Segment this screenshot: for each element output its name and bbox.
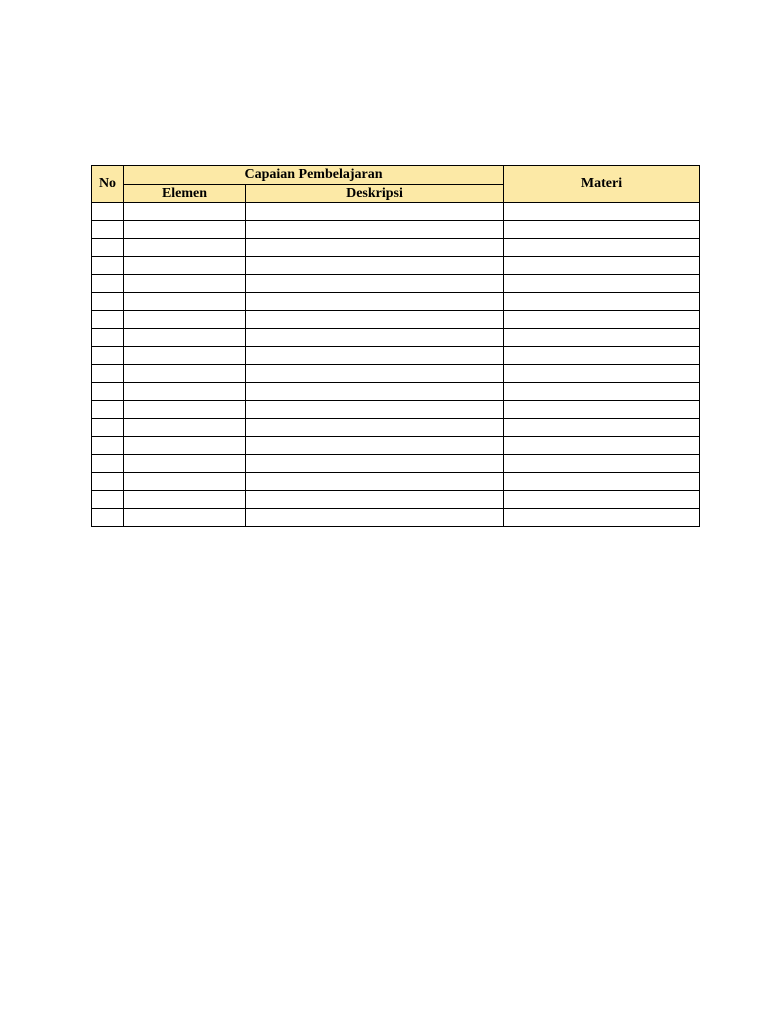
cell-materi[interactable]: [504, 257, 700, 275]
table-row: [92, 437, 700, 455]
cell-no[interactable]: [92, 419, 124, 437]
header-row-top: [92, 166, 700, 185]
cell-deskripsi[interactable]: [246, 311, 504, 329]
header-elemen: Elemen: [124, 185, 246, 203]
cell-no[interactable]: [92, 437, 124, 455]
cell-no[interactable]: [92, 311, 124, 329]
table-row: [92, 455, 700, 473]
table-body: [92, 203, 700, 527]
cell-materi[interactable]: [504, 455, 700, 473]
cell-materi[interactable]: [504, 203, 700, 221]
cell-materi[interactable]: [504, 509, 700, 527]
cell-materi[interactable]: [504, 221, 700, 239]
table-row: [92, 293, 700, 311]
cell-materi[interactable]: [504, 347, 700, 365]
cell-no[interactable]: [92, 275, 124, 293]
cell-no[interactable]: [92, 509, 124, 527]
table-row: [92, 311, 700, 329]
cell-deskripsi[interactable]: [246, 275, 504, 293]
cell-no[interactable]: [92, 455, 124, 473]
cell-elemen[interactable]: [124, 509, 246, 527]
cell-no[interactable]: [92, 347, 124, 365]
cell-elemen[interactable]: [124, 419, 246, 437]
table-header: [92, 166, 700, 203]
cell-deskripsi[interactable]: [246, 509, 504, 527]
cell-materi[interactable]: [504, 311, 700, 329]
table-row: [92, 203, 700, 221]
table-row: [92, 401, 700, 419]
cell-materi[interactable]: [504, 293, 700, 311]
cell-deskripsi[interactable]: [246, 257, 504, 275]
cell-no[interactable]: [92, 473, 124, 491]
cell-deskripsi[interactable]: [246, 347, 504, 365]
cell-elemen[interactable]: [124, 203, 246, 221]
cell-elemen[interactable]: [124, 257, 246, 275]
cell-elemen[interactable]: [124, 239, 246, 257]
table-row: [92, 509, 700, 527]
header-no: No: [92, 166, 124, 203]
cell-elemen[interactable]: [124, 221, 246, 239]
cell-no[interactable]: [92, 365, 124, 383]
cell-elemen[interactable]: [124, 491, 246, 509]
cell-elemen[interactable]: [124, 275, 246, 293]
table-row: [92, 221, 700, 239]
cell-no[interactable]: [92, 221, 124, 239]
cell-deskripsi[interactable]: [246, 383, 504, 401]
cell-deskripsi[interactable]: [246, 203, 504, 221]
cell-deskripsi[interactable]: [246, 293, 504, 311]
cell-materi[interactable]: [504, 473, 700, 491]
cell-materi[interactable]: [504, 329, 700, 347]
cell-elemen[interactable]: [124, 293, 246, 311]
cell-no[interactable]: [92, 239, 124, 257]
cell-materi[interactable]: [504, 401, 700, 419]
table-row: [92, 257, 700, 275]
cell-deskripsi[interactable]: [246, 455, 504, 473]
table-row: [92, 419, 700, 437]
cell-deskripsi[interactable]: [246, 491, 504, 509]
table-row: [92, 491, 700, 509]
cell-deskripsi[interactable]: [246, 401, 504, 419]
header-capaian-pembelajaran: Capaian Pembelajaran: [124, 166, 504, 185]
table-row: [92, 239, 700, 257]
cell-deskripsi[interactable]: [246, 473, 504, 491]
table-row: [92, 383, 700, 401]
cell-materi[interactable]: [504, 437, 700, 455]
header-materi: Materi: [504, 166, 700, 203]
table-row: [92, 473, 700, 491]
learning-outcomes-table: [91, 165, 700, 527]
table-row: [92, 329, 700, 347]
cell-materi[interactable]: [504, 491, 700, 509]
cell-deskripsi[interactable]: [246, 221, 504, 239]
cell-no[interactable]: [92, 491, 124, 509]
cell-materi[interactable]: [504, 419, 700, 437]
header-deskripsi: Deskripsi: [246, 185, 504, 203]
table-row: [92, 275, 700, 293]
cell-deskripsi[interactable]: [246, 437, 504, 455]
cell-elemen[interactable]: [124, 311, 246, 329]
cell-no[interactable]: [92, 383, 124, 401]
cell-deskripsi[interactable]: [246, 365, 504, 383]
table-row: [92, 365, 700, 383]
cell-materi[interactable]: [504, 365, 700, 383]
cell-materi[interactable]: [504, 275, 700, 293]
cell-elemen[interactable]: [124, 473, 246, 491]
cell-materi[interactable]: [504, 383, 700, 401]
cell-deskripsi[interactable]: [246, 239, 504, 257]
cell-elemen[interactable]: [124, 365, 246, 383]
cell-elemen[interactable]: [124, 437, 246, 455]
cell-no[interactable]: [92, 401, 124, 419]
cell-elemen[interactable]: [124, 455, 246, 473]
cell-elemen[interactable]: [124, 347, 246, 365]
cell-elemen[interactable]: [124, 329, 246, 347]
table-row: [92, 347, 700, 365]
cell-elemen[interactable]: [124, 383, 246, 401]
cell-materi[interactable]: [504, 239, 700, 257]
cell-no[interactable]: [92, 329, 124, 347]
cell-no[interactable]: [92, 257, 124, 275]
cell-no[interactable]: [92, 293, 124, 311]
cell-deskripsi[interactable]: [246, 419, 504, 437]
cell-deskripsi[interactable]: [246, 329, 504, 347]
cell-elemen[interactable]: [124, 401, 246, 419]
cell-no[interactable]: [92, 203, 124, 221]
